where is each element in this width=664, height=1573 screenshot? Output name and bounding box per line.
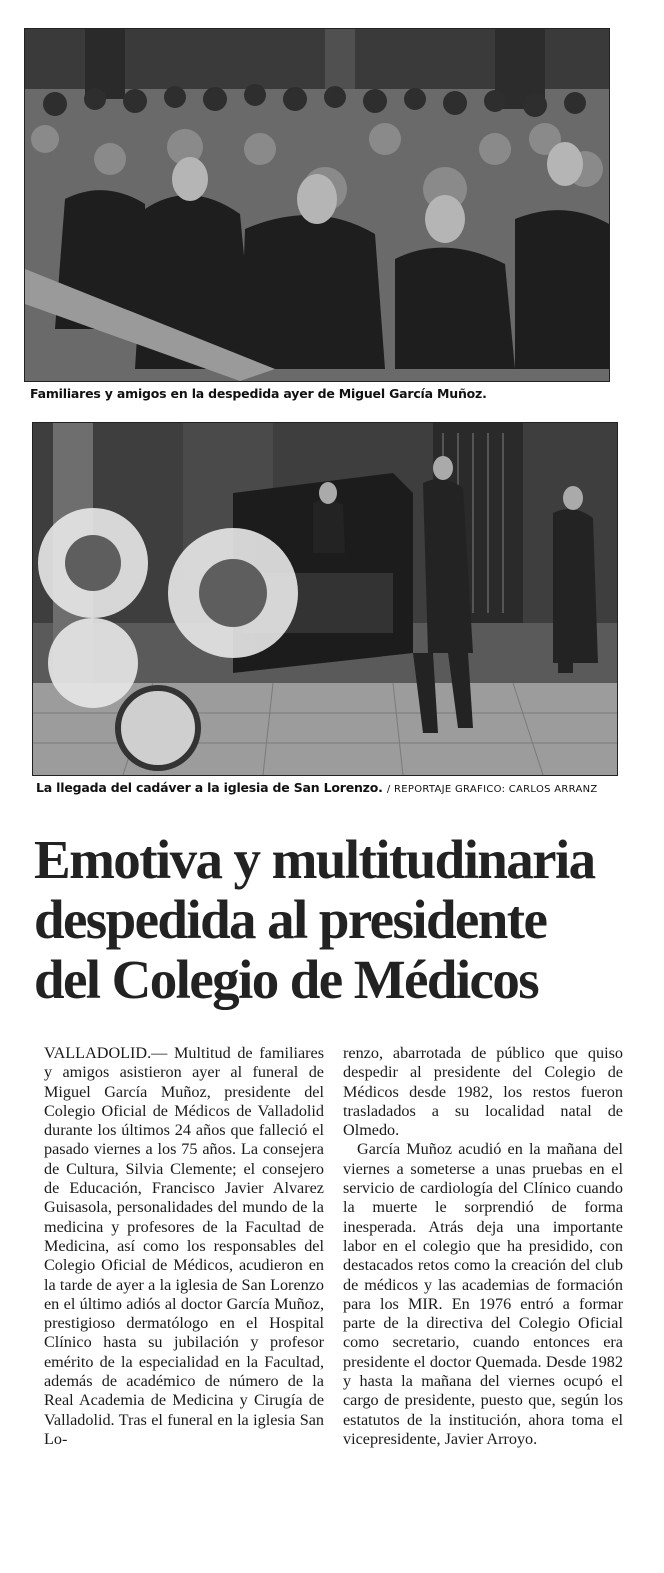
photo-caption-congregation: Familiares y amigos en la despedida ayer de Miguel García Muñoz.	[30, 386, 487, 401]
photo-credit: / REPORTAJE GRAFICO: CARLOS ARRANZ	[386, 784, 598, 795]
caption-text: La llegada del cadáver a la iglesia de San Lorenzo.	[36, 780, 383, 795]
article-column-2	[343, 1044, 623, 1449]
article-paragraph: renzo, abarrotada de público que quiso despedir al presidente del Colegio de Médicos desde 1982, los restos fueron trasladados a su localidad natal de Olmedo.	[343, 1044, 623, 1140]
headline-line-2: despedida al presidente	[34, 889, 547, 950]
photo-caption-hearse	[36, 780, 636, 795]
headline-line-1: Emotiva y multitudinaria	[34, 829, 595, 890]
headline-line-3: del Colegio de Médicos	[34, 949, 539, 1010]
funeral-congregation-photo	[24, 28, 610, 382]
article-paragraph	[44, 1044, 324, 1449]
article-column-1	[44, 1044, 324, 1449]
article-headline	[34, 830, 634, 1010]
dateline: VALLADOLID.—	[44, 1044, 168, 1062]
congregation-image	[25, 29, 609, 381]
article-paragraph: García Muñoz acudió en la mañana del viernes a someterse a unas pruebas en el servicio de cardiología del Clínico cuando la muerte le sorprendió de forma inesperada. Atrás deja una importante labor en el colegio que ha presidido, con destacados retos como la creación del club de médicos y las academias de formación para los MIR. En 1976 entró a formar parte de la directiva del Colegio Oficial como secretario, cuando entonces era presidente el doctor Quemada. Desde 1982 y hasta la mañana del viernes ocupó el cargo de presidente, puesto que, según los estatutos de la institución, ahora toma el vicepresidente, Javier Arroyo.	[343, 1140, 623, 1448]
hearse-image	[33, 423, 617, 775]
hearse-arrival-photo	[32, 422, 618, 776]
paragraph-text: Multitud de familiares y amigos asistieron ayer al funeral de Miguel García Muñoz, presidente del Colegio Oficial de Médicos de Valladolid durante los últimos 24 años que falleció el pasado viernes a los 75 años. La consejera de Cultura, Silvia Clemente; el consejero de Educación, Francisco Javier Alvarez Guisasola, personalidades del mundo de la medicina y profesores de la Facultad de Medicina, así como los responsables del Colegio Oficial de Médicos, acudieron en la tarde de ayer a la iglesia de San Lorenzo en el último adiós al doctor García Muñoz, prestigioso dermatólogo en el Hospital Clínico hasta su jubilación y profesor emérito de la especialidad en la Facultad, además de académico de número de la Real Academia de Medicina y Cirugía de Valladolid. Tras el funeral en la iglesia San Lo-	[44, 1044, 324, 1448]
